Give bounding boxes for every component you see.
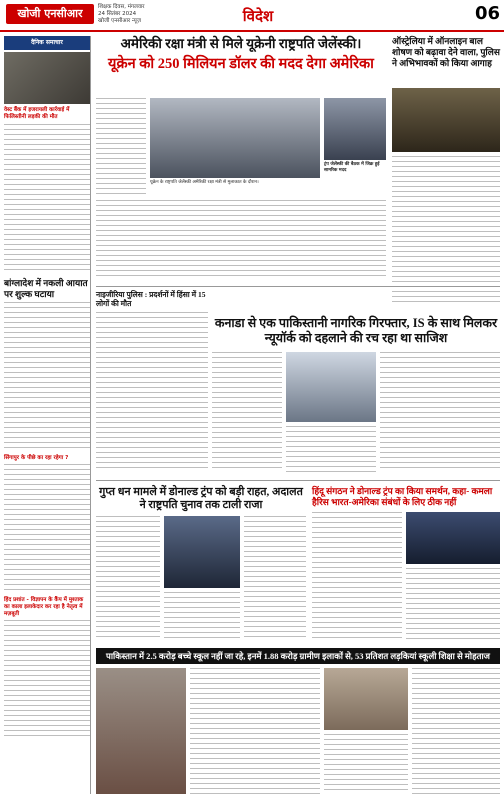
middle-story-headline[interactable]: नाइजीरिया पुलिस : प्रदर्शनों में हिंसा में 15 लोगों की मौत: [96, 290, 206, 308]
is-story-photo: [286, 352, 376, 422]
lead-side-photo: [324, 98, 386, 160]
text-lines: [324, 734, 408, 794]
left-teaser[interactable]: वेस्ट बैंक में इजरायली कार्रवाई में फिलिस्तीनी लड़की की मौत: [4, 107, 70, 120]
text-lines: [96, 98, 146, 198]
pakistan-children-photo: [96, 668, 186, 794]
left-story3-headline[interactable]: हिंद प्रशांत - विज्ञापन के कैंप में मुश्ताक का काला इलाकेदार कर रहा है नेतृत्व में मज़बूती: [4, 597, 84, 617]
divider: [96, 286, 500, 287]
publication-logo[interactable]: खोजी एनसीआर: [6, 4, 94, 24]
page-number: 06: [474, 3, 500, 24]
dateline-2: 24 सितंबर 2024: [98, 11, 137, 17]
hindu-story-headline[interactable]: हिंदू संगठन ने डोनाल्ड ट्रंप का किया समर्थन, कहा- कमला हैरिस भारत-अमेरिका संबंधों के लिए ठीक नहीं: [312, 486, 493, 507]
text-lines: [380, 352, 500, 472]
text-lines: [406, 568, 500, 640]
left-story1-headline[interactable]: बांग्लादेश में नकली आयात पर शुल्क घटाया: [4, 278, 88, 299]
text-lines: [164, 592, 240, 640]
left-column: [4, 36, 91, 794]
pakistan-story-headline[interactable]: पाकिस्तान में 2.5 करोड़ बच्चे स्कूल नहीं जा रहे, इनमें 1.88 करोड़ ग्रामीण इलाकों से, 53 प्रतिशत लड़कियां स्कूली शिक्षा से मोहताज: [96, 648, 500, 664]
text-lines: [4, 302, 90, 452]
lead-side-caption: ट्रंप जेलेंस्की की बैठक में जिक्र हुई सामरिक मदद: [324, 162, 380, 173]
text-lines: [4, 620, 90, 740]
right-lead-photo: [392, 88, 500, 152]
classroom-photo: [324, 668, 408, 730]
text-lines: [286, 426, 376, 472]
text-lines: [96, 516, 160, 640]
dateline: [98, 4, 208, 25]
left-box-title: दैनिक समाचार: [4, 36, 90, 50]
text-lines: [412, 668, 500, 794]
text-lines: [4, 124, 90, 274]
lead-headline-1[interactable]: अमेरिकी रक्षा मंत्री से मिले यूक्रेनी राष्ट्रपति जेलेंस्की।: [120, 36, 362, 51]
trump-photo: [164, 516, 240, 588]
kamala-photo: [406, 512, 500, 564]
lead-photo-caption: यूक्रेन के राष्ट्रपति जेलेंस्की अमेरिकी रक्षा मंत्री से मुलाकात के दौरान।: [150, 180, 259, 185]
dateline-3: खोजी एनसीआर न्यूज़: [98, 18, 141, 24]
trump-story-headline[interactable]: गुप्त धन मामले में डोनाल्ड ट्रंप को बड़ी राहत, अदालत ने राष्ट्रपति चुनाव तक टाली राजा: [99, 486, 303, 511]
right-lead-headline[interactable]: ऑस्ट्रेलिया में ऑनलाइन बाल शोषण को बढ़ावा देने वाला, पुलिस ने अभिभावकों को किया आगाह: [392, 36, 500, 68]
text-lines: [392, 156, 500, 306]
text-lines: [244, 516, 306, 640]
left-story2-headline[interactable]: सिंगापुर के पीछे का रहा रहेगा ?: [4, 455, 69, 461]
text-lines: [4, 464, 90, 594]
section-title: विदेश: [242, 9, 274, 25]
is-story-headline[interactable]: कनाडा से एक पाकिस्तानी नागरिक गिरफ्तार, IS के साथ मिलकर न्यूयॉर्क को दहलाने की रच रहा था साजिश: [214, 316, 498, 345]
dateline-1: शिक्षक दिवस, मंगलवार: [98, 4, 145, 10]
divider: [96, 480, 500, 481]
text-lines: [212, 352, 282, 472]
lead-headline-2[interactable]: यूक्रेन को 250 मिलियन डॉलर की मदद देगा अमेरिका: [108, 56, 374, 72]
text-lines: [190, 668, 320, 794]
left-photo: [4, 52, 90, 104]
text-lines: [96, 312, 208, 472]
lead-photo: [150, 98, 320, 178]
text-lines: [312, 512, 402, 640]
text-lines: [96, 200, 386, 280]
